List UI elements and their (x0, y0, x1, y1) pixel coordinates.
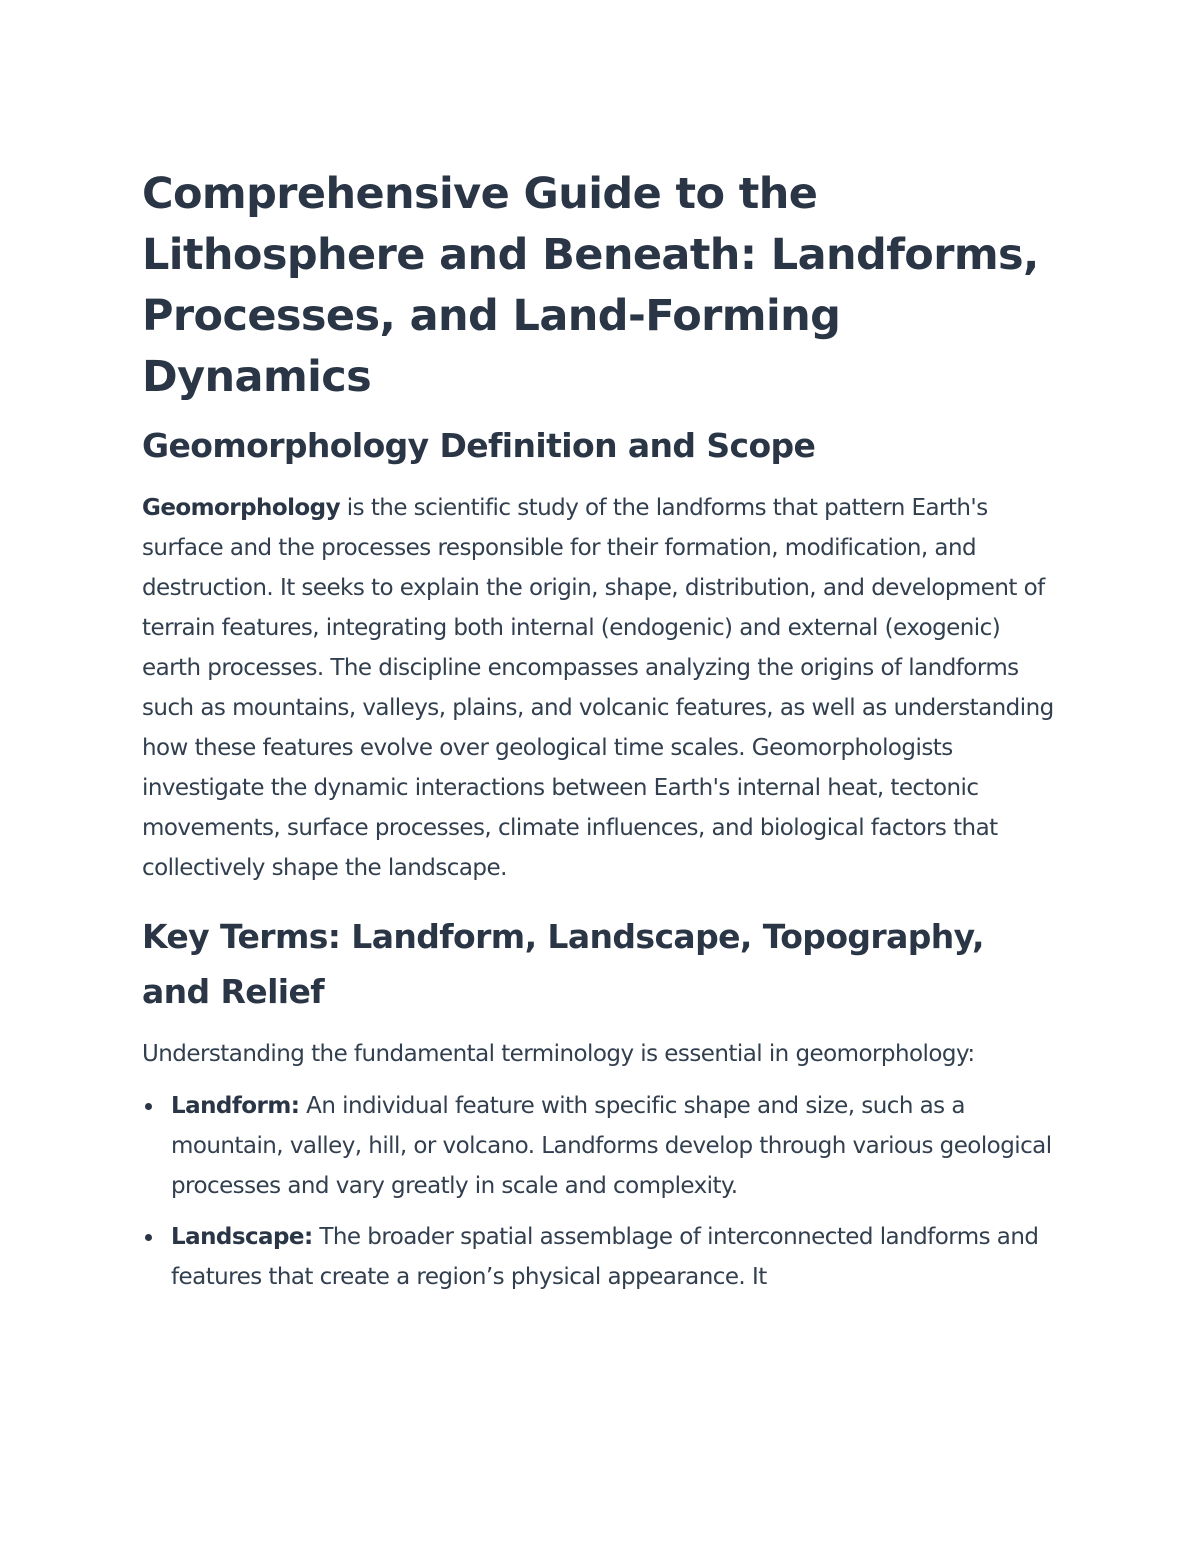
key-terms-list (142, 1086, 1060, 1297)
scope-term: Geomorphology (142, 495, 341, 521)
document-page (142, 164, 1060, 1308)
list-item (142, 1086, 1060, 1206)
list-item-term: Landform: (171, 1093, 300, 1119)
list-item-text: An individual feature with specific shape and size, such as a mountain, valley, hill, or volcano. Landforms develop through various geological processes and vary greatly in scale and complexity. (171, 1093, 1052, 1199)
bullet-icon (145, 1103, 152, 1110)
scope-body: is the scientific study of the landforms that pattern Earth's surface and the processes responsible for their formation, modification, and destruction. It seeks to explain the origin, shape, distribution, and development of terrain features, integrating both internal (endogenic) and external (exogenic) earth processes. The discipline encompasses analyzing the origins of landforms such as mountains, valleys, plains, and volcanic features, as well as understanding how these features evolve over geological time scales. Geomorphologists investigate the dynamic interactions between Earth's internal heat, tectonic movements, surface processes, climate influences, and biological factors that collectively shape the landscape. (142, 495, 1054, 881)
list-item-term: Landscape: (171, 1224, 313, 1250)
key-terms-intro: Understanding the fundamental terminology is essential in geomorphology: (142, 1041, 975, 1067)
list-item-text: The broader spatial assemblage of interconnected landforms and features that create a region’s physical appearance. It (171, 1224, 1039, 1290)
list-item (142, 1217, 1060, 1297)
section-heading-key-terms: Key Terms: Landform, Landscape, Topography, and Relief (142, 917, 984, 1011)
bullet-icon (145, 1234, 152, 1241)
section-heading-scope: Geomorphology Definition and Scope (142, 426, 816, 465)
document-title: Comprehensive Guide to the Lithosphere and Beneath: Landforms, Processes, and Land-Forming Dynamics (142, 169, 1039, 402)
scope-paragraph (142, 488, 1060, 888)
